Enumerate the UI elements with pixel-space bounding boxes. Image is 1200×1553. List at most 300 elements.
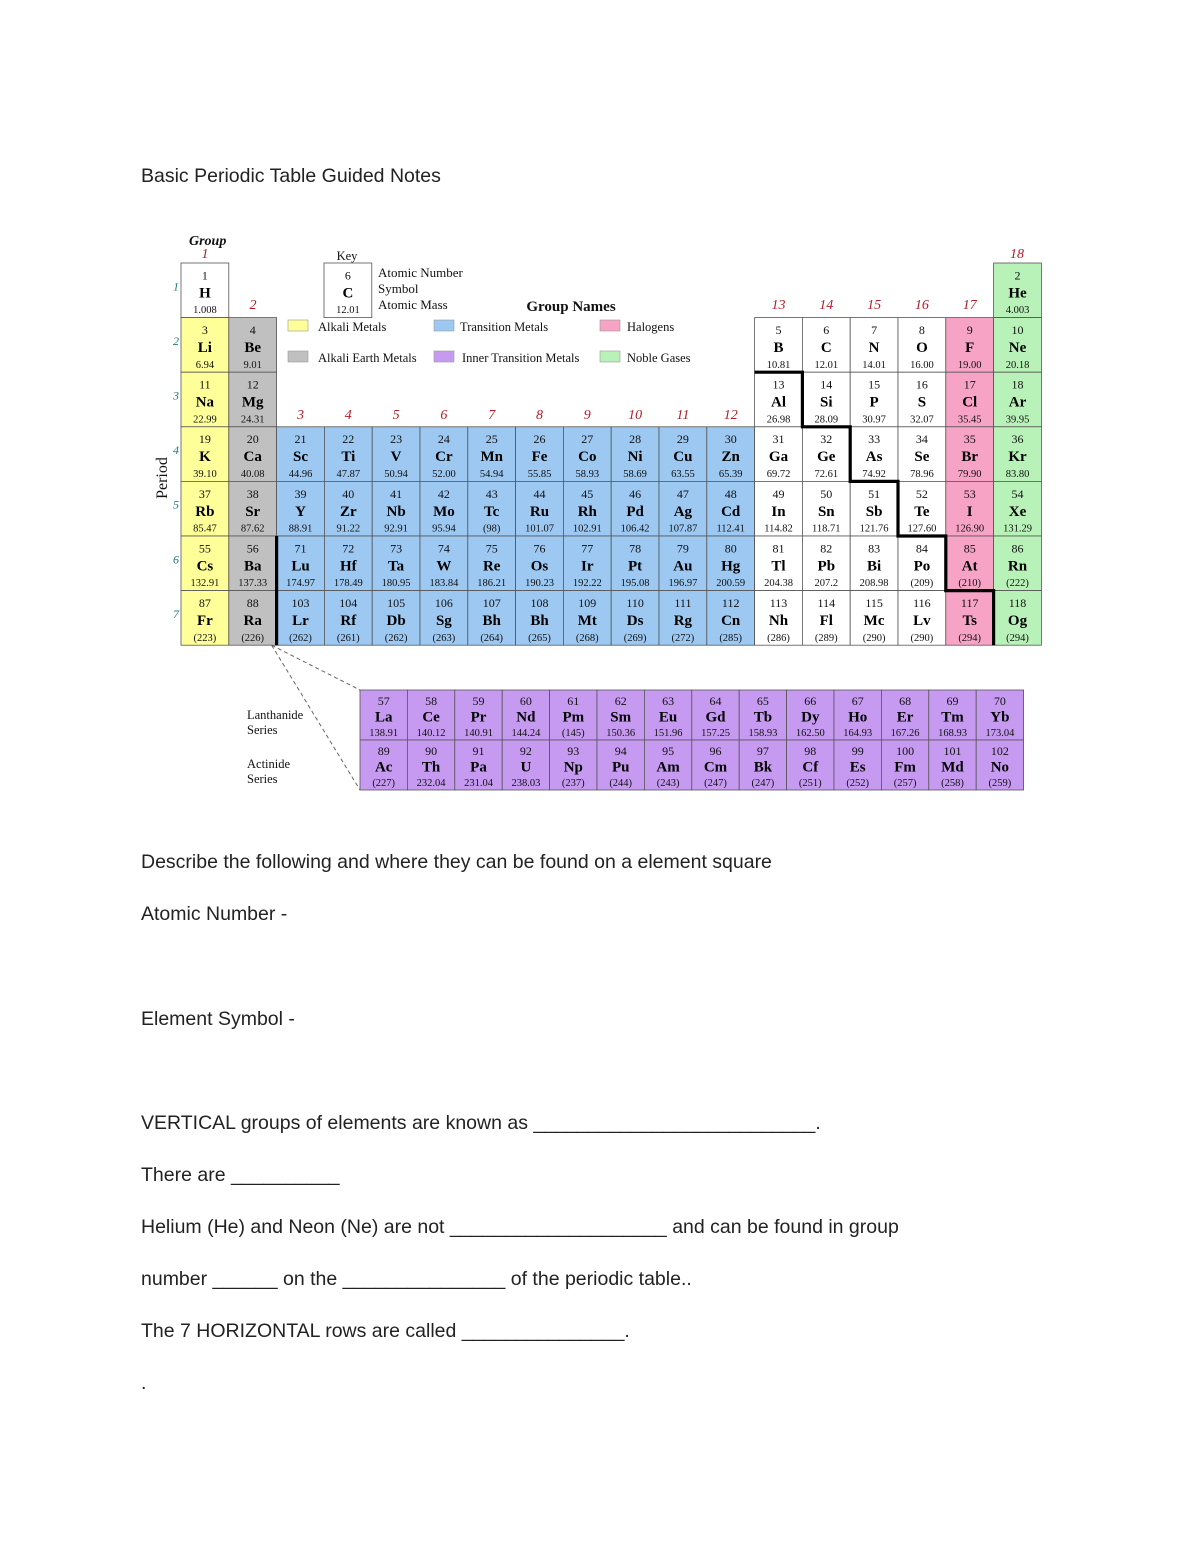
trailing-period: . (141, 1372, 147, 1394)
element-symbol: Ts (962, 612, 977, 629)
lanthanide-series-label: Series (247, 723, 278, 737)
atomic-number: 118 (1008, 595, 1027, 610)
atomic-number: 70 (993, 694, 1006, 708)
actinide-series-label: Actinide (247, 757, 291, 771)
atomic-mass: (294) (1006, 632, 1029, 644)
atomic-mass: 83.80 (1005, 469, 1030, 481)
atomic-number: 16 (915, 377, 928, 392)
element-symbol: Ag (673, 503, 693, 520)
atomic-mass: (257) (893, 778, 917, 789)
atomic-number: 14 (820, 377, 833, 392)
element-symbol: Ba (243, 558, 262, 575)
element-symbol: Ta (388, 558, 405, 575)
element-symbol: Mn (480, 449, 503, 466)
atomic-number: 103 (291, 595, 310, 610)
atomic-mass: 50.94 (384, 469, 408, 481)
atomic-number: 35 (963, 432, 976, 447)
atomic-mass: 55.85 (527, 469, 552, 481)
atomic-number: 65 (756, 694, 769, 708)
atomic-mass: 35.45 (957, 414, 982, 426)
element-symbol: As (865, 449, 883, 466)
element-symbol: Yb (990, 709, 1010, 726)
atomic-mass: 54.94 (479, 469, 504, 481)
element-symbol: Rh (577, 503, 597, 520)
element-symbol: Sn (817, 503, 835, 520)
atomic-number: 107 (482, 595, 501, 610)
atomic-number: 59 (472, 694, 485, 708)
atomic-mass: (285) (719, 632, 743, 644)
atomic-mass: (222) (1006, 578, 1029, 590)
atomic-number: 110 (626, 595, 644, 610)
key-label: Symbol (378, 281, 419, 296)
element-symbol: Db (386, 612, 406, 629)
element-symbol: Rb (195, 503, 215, 520)
legend-label: Noble Gases (627, 351, 691, 365)
element-symbol: Fm (894, 759, 916, 776)
atomic-number: 43 (485, 486, 498, 501)
atomic-number: 50 (820, 486, 833, 501)
element-symbol: Mo (433, 503, 455, 520)
atomic-mass: 47.87 (336, 469, 361, 481)
atomic-number: 51 (868, 486, 881, 501)
atomic-mass: 28.09 (814, 414, 839, 426)
lanthanide-series-label: Lanthanide (247, 708, 304, 722)
element-symbol: Cn (721, 612, 741, 629)
element-symbol: Li (197, 339, 212, 356)
legend-swatch (600, 320, 620, 331)
atomic-number: 15 (868, 377, 881, 392)
atomic-mass: 137.33 (238, 578, 268, 590)
atomic-mass: 91.22 (336, 523, 361, 535)
element-symbol: Fr (196, 612, 213, 629)
atomic-mass: 151.96 (653, 728, 683, 739)
element-symbol: Ti (341, 449, 356, 466)
atomic-mass: 114.82 (764, 523, 793, 535)
atomic-number: 22 (342, 432, 355, 447)
legend-swatch (288, 351, 308, 362)
atomic-mass: 121.76 (859, 523, 889, 535)
atomic-number: 96 (709, 744, 722, 758)
element-symbol: Er (896, 709, 914, 726)
atomic-mass: 180.95 (381, 578, 411, 590)
atomic-mass: (289) (814, 632, 838, 644)
legend-swatch (434, 351, 454, 362)
atomic-mass: 102.91 (572, 523, 602, 535)
atomic-mass: (243) (656, 778, 680, 789)
atomic-number: 31 (772, 432, 785, 447)
atomic-mass: 192.22 (572, 578, 602, 590)
atomic-mass: 138.91 (369, 728, 399, 739)
atomic-mass: 88.91 (288, 523, 313, 535)
atomic-mass: 107.87 (668, 523, 698, 535)
atomic-mass: 118.71 (812, 523, 841, 535)
atomic-mass: 14.01 (862, 359, 886, 371)
group-number: 7 (488, 408, 496, 423)
atomic-mass: 40.08 (240, 469, 265, 481)
atomic-number: 99 (851, 744, 864, 758)
element-symbol: Co (578, 449, 597, 466)
group-number: 10 (628, 408, 643, 423)
atomic-number: 10 (1011, 322, 1024, 337)
atomic-mass: 126.90 (955, 523, 985, 535)
atomic-mass: 19.00 (957, 359, 982, 371)
element-symbol: Ir (581, 558, 594, 575)
atomic-mass: 10.81 (766, 359, 791, 371)
atomic-number: 38 (246, 486, 259, 501)
element-symbol: Br (961, 449, 979, 466)
atomic-number: 41 (390, 486, 403, 501)
atomic-number: 86 (1011, 541, 1024, 556)
period-number: 3 (173, 388, 179, 403)
atomic-number: 97 (756, 744, 769, 758)
element-symbol: Ar (1008, 394, 1027, 411)
legend-label: Halogens (627, 320, 675, 334)
atomic-number: 47 (676, 486, 689, 501)
atomic-number: 80 (724, 541, 737, 556)
group-number: 17 (962, 298, 977, 313)
atomic-mass: 39.95 (1005, 414, 1030, 426)
element-symbol: H (199, 285, 211, 302)
atomic-number: 116 (913, 595, 931, 610)
element-symbol: Ni (627, 449, 643, 466)
atomic-mass: 162.50 (795, 728, 825, 739)
atomic-mass: 140.12 (416, 728, 446, 739)
atomic-mass: 87.62 (240, 523, 265, 535)
atomic-number: 117 (960, 595, 979, 610)
atomic-number: 52 (915, 486, 928, 501)
atomic-number: 53 (963, 486, 976, 501)
legend-swatch (600, 351, 620, 362)
element-symbol: Lu (291, 558, 310, 575)
element-symbol: Pm (562, 709, 585, 726)
element-symbol: Lv (913, 612, 931, 629)
atomic-mass: 69.72 (766, 469, 791, 481)
atomic-mass: 167.26 (890, 728, 920, 739)
connector-line (272, 645, 360, 690)
atomic-number: 111 (674, 595, 692, 610)
element-symbol: Cm (703, 759, 728, 776)
atomic-mass: 132.91 (190, 578, 220, 590)
group-number: 6 (440, 408, 448, 423)
group-number: 12 (723, 408, 738, 423)
atomic-number: 11 (199, 377, 211, 392)
atomic-mass: 74.92 (862, 469, 886, 481)
element-symbol: Pu (611, 759, 630, 776)
page-title: Basic Periodic Table Guided Notes (141, 165, 441, 187)
atomic-number: 82 (820, 541, 833, 556)
atomic-number: 79 (676, 541, 689, 556)
period-label: Period (154, 457, 171, 499)
atomic-mass: 238.03 (511, 778, 541, 789)
atomic-mass: 195.08 (620, 578, 650, 590)
element-symbol: Nb (386, 503, 406, 520)
element-symbol: Fe (531, 449, 548, 466)
element-symbol: Ge (817, 449, 836, 466)
element-symbol: C (820, 339, 832, 356)
period-number: 4 (173, 443, 179, 458)
atomic-mass: 1.008 (193, 305, 217, 317)
element-symbol: V (390, 449, 402, 466)
atomic-mass: (223) (193, 632, 217, 644)
element-symbol: Og (1007, 612, 1028, 629)
element-symbol: At (961, 558, 978, 575)
atomic-mass: (290) (910, 632, 934, 644)
atomic-number: 39 (294, 486, 307, 501)
element-symbol: Ra (243, 612, 262, 629)
element-symbol: Eu (658, 709, 678, 726)
atomic-mass: 106.42 (620, 523, 650, 535)
atomic-number: 105 (387, 595, 406, 610)
atomic-mass: (210) (958, 578, 982, 590)
atomic-number: 81 (772, 541, 785, 556)
element-symbol: Al (771, 394, 786, 411)
element-symbol: S (917, 394, 927, 411)
group-number: 2 (249, 298, 257, 313)
atomic-mass: (227) (372, 778, 396, 789)
atomic-number: 46 (629, 486, 642, 501)
element-symbol: Au (673, 558, 693, 575)
atomic-number: 89 (377, 744, 390, 758)
element-symbol: Th (421, 759, 441, 776)
element-symbol: He (1008, 285, 1027, 302)
element-symbol: Sr (245, 503, 261, 520)
element-symbol: Xe (1008, 503, 1027, 520)
atomic-mass: 9.01 (243, 359, 262, 371)
atomic-mass: 95.94 (432, 523, 456, 535)
group-number: 16 (914, 298, 929, 313)
atomic-number: 19 (198, 432, 211, 447)
atomic-mass: 196.97 (668, 578, 698, 590)
atomic-mass: 4.003 (1005, 305, 1030, 317)
atomic-number: 36 (1011, 432, 1024, 447)
atomic-mass: 204.38 (764, 578, 793, 590)
atomic-number: 72 (342, 541, 355, 556)
legend-label: Inner Transition Metals (462, 351, 580, 365)
atomic-mass: 168.93 (938, 728, 967, 739)
element-symbol: Bh (482, 612, 501, 629)
element-symbol: Tl (771, 558, 786, 575)
atomic-number: 29 (676, 432, 689, 447)
atomic-mass: (263) (432, 632, 456, 644)
atomic-mass: (145) (561, 728, 585, 739)
atomic-mass: 200.59 (716, 578, 746, 590)
atomic-number: 54 (1011, 486, 1024, 501)
atomic-mass: 32.07 (910, 414, 934, 426)
element-symbol: W (436, 558, 452, 575)
atomic-mass: 39.10 (193, 469, 217, 481)
atomic-mass: 20.18 (1005, 359, 1030, 371)
atomic-number: 85 (963, 541, 976, 556)
element-symbol: Pr (470, 709, 487, 726)
element-symbol: I (966, 503, 973, 520)
atomic-mass: 232.04 (416, 778, 446, 789)
atomic-number: 115 (865, 595, 883, 610)
atomic-mass: (247) (751, 778, 775, 789)
group-number: 4 (344, 408, 352, 423)
group-label: Group (189, 234, 227, 249)
atomic-number: 68 (899, 694, 912, 708)
element-symbol: Re (482, 558, 501, 575)
atomic-number: 71 (294, 541, 307, 556)
group-number: 5 (392, 408, 400, 423)
atomic-number: 74 (437, 541, 450, 556)
atomic-number: 94 (614, 744, 627, 758)
element-symbol: Cr (435, 449, 453, 466)
atomic-number: 90 (425, 744, 438, 758)
atomic-mass: 208.98 (859, 578, 889, 590)
instruction-line: Describe the following and where they can be found on a element square (141, 851, 772, 873)
element-symbol: Es (849, 759, 866, 776)
atomic-mass: 6.94 (195, 359, 215, 371)
atomic-number: 3 (201, 322, 208, 337)
atomic-number: 63 (662, 694, 675, 708)
atomic-mass: 157.25 (701, 728, 730, 739)
atomic-number: 78 (629, 541, 642, 556)
element-symbol-prompt: Element Symbol - (141, 1008, 295, 1030)
atomic-number: 113 (769, 595, 788, 610)
atomic-number: 112 (721, 595, 740, 610)
element-symbol: Pt (628, 558, 643, 575)
element-symbol: Bh (530, 612, 549, 629)
atomic-number: 44 (533, 486, 546, 501)
atomic-mass: 186.21 (477, 578, 507, 590)
element-symbol: Cd (721, 503, 741, 520)
element-symbol: Ds (626, 612, 644, 629)
atomic-mass: 85.47 (193, 523, 217, 535)
atomic-number: 88 (246, 595, 259, 610)
atomic-mass: (265) (528, 632, 551, 644)
element-symbol: Np (563, 759, 583, 776)
atomic-mass: 12.01 (336, 305, 360, 317)
atomic-mass: 127.60 (907, 523, 937, 535)
actinide-series-label: Series (247, 772, 278, 786)
element-symbol: Gd (705, 709, 726, 726)
atomic-number: 87 (198, 595, 211, 610)
atomic-mass: (269) (623, 632, 647, 644)
atomic-number: 23 (390, 432, 403, 447)
atomic-number: 75 (485, 541, 498, 556)
element-symbol: Cl (962, 394, 978, 411)
element-symbol: Pa (470, 759, 487, 776)
atomic-mass: (98) (482, 523, 501, 535)
atomic-mass: (290) (862, 632, 886, 644)
group-number: 9 (583, 408, 591, 423)
key-title: Key (336, 249, 358, 263)
element-symbol: O (916, 339, 928, 356)
atomic-mass: (286) (767, 632, 790, 644)
atomic-number: 73 (390, 541, 403, 556)
atomic-number: 28 (629, 432, 642, 447)
atomic-mass: (226) (241, 632, 265, 644)
atomic-mass: 173.04 (985, 728, 1015, 739)
atomic-number: 100 (896, 744, 915, 758)
atomic-number: 4 (249, 322, 256, 337)
atomic-mass: (209) (910, 578, 934, 590)
group-names-title: Group Names (526, 299, 616, 315)
element-symbol: Os (530, 558, 549, 575)
legend-swatch (434, 320, 454, 331)
atomic-number: 32 (820, 432, 833, 447)
atomic-mass: 183.84 (429, 578, 459, 590)
period-number: 2 (173, 333, 179, 348)
key-label: Atomic Number (378, 265, 463, 280)
atomic-number-prompt: Atomic Number - (141, 903, 288, 925)
element-symbol: Am (656, 759, 680, 776)
atomic-mass: 144.24 (511, 728, 541, 739)
atomic-number: 66 (804, 694, 817, 708)
atomic-number: 26 (533, 432, 546, 447)
atomic-mass: 24.31 (240, 414, 265, 426)
atomic-number: 83 (868, 541, 881, 556)
atomic-number: 62 (614, 694, 627, 708)
element-symbol: Nd (516, 709, 536, 726)
element-symbol: Sm (610, 709, 632, 726)
helium-neon-blank: Helium (He) and Neon (Ne) are not ____________________ and can be found in group (141, 1216, 899, 1238)
element-symbol: Rf (340, 612, 357, 629)
atomic-mass: 150.36 (606, 728, 636, 739)
atomic-number: 5 (775, 322, 782, 337)
atomic-number: 18 (1011, 377, 1024, 392)
group-number: 15 (867, 298, 882, 313)
atomic-number: 45 (581, 486, 594, 501)
element-symbol: Ho (848, 709, 868, 726)
element-symbol: Cs (196, 558, 214, 575)
atomic-number: 12 (246, 377, 259, 392)
legend-label: Alkali Metals (318, 320, 387, 334)
element-symbol: Fl (819, 612, 833, 629)
atomic-mass: (237) (561, 778, 585, 789)
atomic-mass: (294) (958, 632, 982, 644)
atomic-number: 8 (918, 322, 925, 337)
element-symbol: Pb (817, 558, 836, 575)
element-symbol: Hg (721, 558, 741, 575)
element-symbol: Mc (863, 612, 885, 629)
atomic-number: 77 (581, 541, 594, 556)
element-symbol: Cu (673, 449, 693, 466)
group-number: 14 (819, 298, 834, 313)
atomic-number: 93 (567, 744, 580, 758)
element-symbol: Cf (802, 759, 819, 776)
atomic-mass: (268) (575, 632, 599, 644)
atomic-number: 2 (1014, 268, 1021, 283)
atomic-number: 48 (724, 486, 737, 501)
group-number: 18 (1010, 247, 1024, 262)
element-symbol: Lr (292, 612, 309, 629)
element-symbol: Kr (1008, 449, 1027, 466)
atomic-mass: (264) (480, 632, 504, 644)
atomic-mass: 207.2 (814, 578, 839, 590)
atomic-number: 6 (344, 268, 351, 283)
atomic-mass: 79.90 (957, 469, 982, 481)
atomic-mass: 140.91 (464, 728, 493, 739)
atomic-number: 58 (425, 694, 438, 708)
period-number: 6 (173, 552, 179, 567)
element-symbol: Zn (721, 449, 740, 466)
atomic-number: 104 (339, 595, 358, 610)
atomic-number: 55 (198, 541, 211, 556)
atomic-mass: 78.96 (910, 469, 934, 481)
element-symbol: Md (941, 759, 964, 776)
atomic-mass: 58.93 (575, 469, 600, 481)
atomic-mass: (244) (609, 778, 633, 789)
element-symbol: Sg (435, 612, 452, 629)
atomic-number: 33 (868, 432, 881, 447)
element-symbol: No (990, 759, 1010, 776)
atomic-mass: 131.29 (1003, 523, 1032, 535)
element-symbol: Ac (374, 759, 393, 776)
element-symbol: Ne (1008, 339, 1027, 356)
atomic-mass: 22.99 (193, 414, 217, 426)
